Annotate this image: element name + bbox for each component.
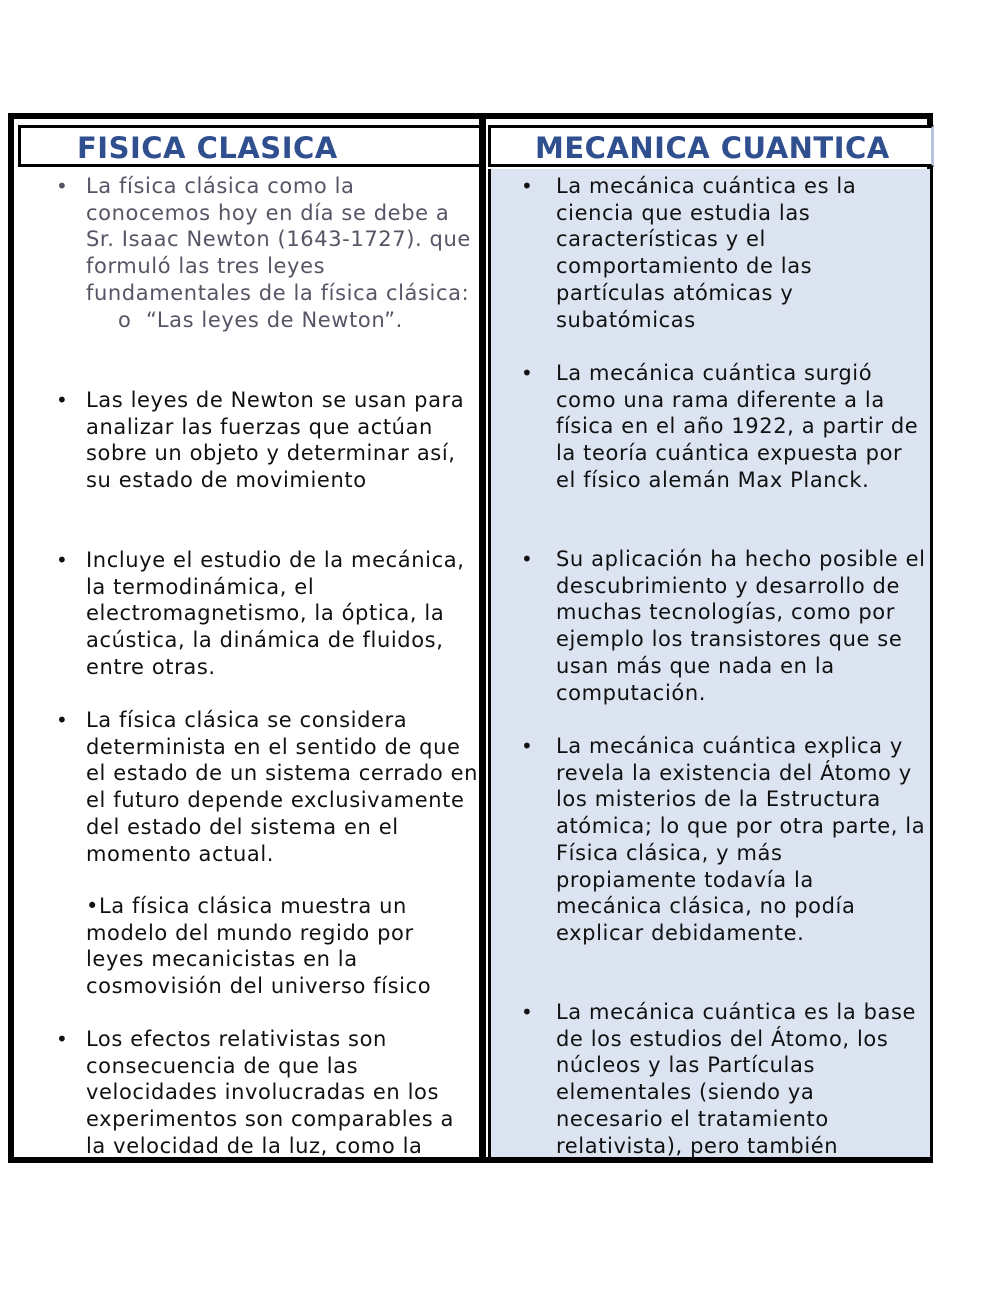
list-item-text: •La física clásica muestra un modelo del mundo regido por leyes mecanicistas en la cosmovisión del universo físico [86,894,432,999]
list-item-text: Incluye el estudio de la mecánica, la termodinámica, el electromagnetismo, la óptica, la acústica, la dinámica de fluidos, entre otras. [86,548,465,679]
list-item-text: Los efectos relativistas son consecuencia de que las velocidades involucradas en los experimentos son comparables a la velocidad de la luz, como la [86,1027,454,1157]
list-item-text: La mecánica cuántica surgió como una rama diferente a la física en el año 1922, a partir de la teoría cuántica expuesta por el físico alemán Max Planck. [556,361,919,492]
list-item [18,173,483,333]
list-item-text: La mecánica cuántica es la ciencia que estudia las características y el comportamiento de las partículas atómicas y subatómicas [556,174,857,332]
column-fisica-clasica [18,169,483,1157]
list-item [18,387,483,494]
list-item [491,360,930,494]
column-divider [479,119,486,1157]
bullet: • [521,174,534,198]
header-fisica-clasica: FISICA CLASICA [18,125,483,167]
bullet: • [56,548,69,572]
list-item [18,547,483,681]
sub-bullet: o [118,307,132,332]
list-item-text: La física clásica como la conocemos hoy en día se debe a Sr. Isaac Newton (1643-1727). que formuló las tres leyes fundamentales de la física clásica: [86,174,471,305]
list-item [18,893,483,1000]
list-item [18,1026,483,1157]
column-mecanica-cuantica [488,169,933,1157]
bullet: • [521,547,534,571]
bullet: • [521,734,534,758]
list-item-text: Su aplicación ha hecho posible el descubrimiento y desarrollo de muchas tecnologías, como por ejemplo los transistores que se usan más que nada en la computación. [556,547,926,705]
list-item [491,999,930,1157]
bullet: • [521,1000,534,1024]
list-item-text: La mecánica cuántica explica y revela la existencia del Átomo y los misterios de la Estructura atómica; lo que por otra parte, la Física clásica, y más propiamente todavía la mecánica clásica, no podía explicar debidamente. [556,734,926,945]
comparison-table [8,113,933,1163]
list-item [491,546,930,706]
bullet: • [56,1027,69,1051]
bullet: • [56,174,69,198]
header-mecanica-cuantica: MECANICA CUANTICA [488,125,934,167]
list-item-text: La física clásica se considera determinista en el sentido de que el estado de un sistema cerrado en el futuro depende exclusivamente del estado del sistema en el momento actual. [86,708,479,866]
bullet: • [521,361,534,385]
list-item-text: La mecánica cuántica es la base de los estudios del Átomo, los núcleos y las Partículas elementales (siendo ya necesario el tratamiento relativista), pero también [556,1000,917,1157]
list-item [491,733,930,947]
bullet: • [56,388,69,412]
bullet: • [56,708,69,732]
sub-item-text: “Las leyes de Newton”. [146,307,403,332]
list-item-text: Las leyes de Newton se usan para analizar las fuerzas que actúan sobre un objeto y determinar así, su estado de movimiento [86,388,465,493]
list-item [18,707,483,867]
list-item [491,173,930,333]
